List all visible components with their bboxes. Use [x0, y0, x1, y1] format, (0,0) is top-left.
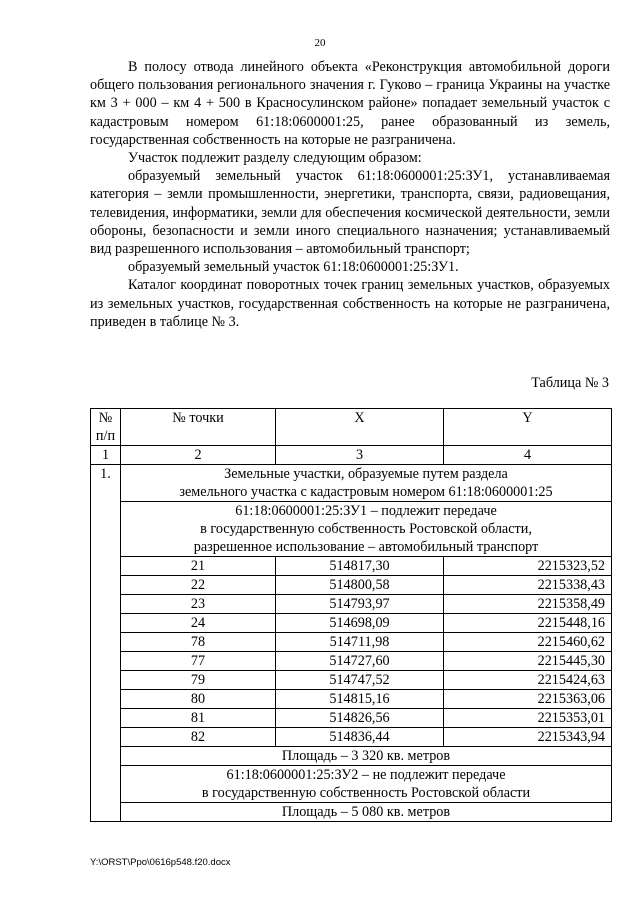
zu2-title — [121, 766, 612, 803]
y-cell: 2215323,52 — [444, 557, 612, 576]
paragraph: Участок подлежит разделу следующим образом: — [128, 150, 422, 167]
zu2-area: Площадь – 5 080 кв. метров — [121, 803, 612, 822]
y-cell: 2215460,62 — [444, 633, 612, 652]
column-number: 4 — [444, 446, 612, 465]
y-cell: 2215343,94 — [444, 728, 612, 747]
table-row — [91, 614, 612, 633]
x-cell: 514815,16 — [276, 690, 444, 709]
x-cell: 514800,58 — [276, 576, 444, 595]
table-row — [91, 633, 612, 652]
x-cell: 514698,09 — [276, 614, 444, 633]
row-number: 1. — [91, 465, 121, 822]
table-row — [91, 652, 612, 671]
y-cell: 2215358,49 — [444, 595, 612, 614]
point-cell: 23 — [121, 595, 276, 614]
column-number: 1 — [91, 446, 121, 465]
zu2-area-row — [91, 803, 612, 822]
group-title-line: Земельные участки, образуемые путем раздела — [224, 466, 508, 482]
table-row — [91, 595, 612, 614]
point-cell: 80 — [121, 690, 276, 709]
paragraph: Каталог координат поворотных точек границ земельных участков, образуемых из земельных участков, государственная собственность на которые не разграничена, приведен в таблице № 3. — [90, 277, 610, 330]
y-cell: 2215363,06 — [444, 690, 612, 709]
table-row — [91, 557, 612, 576]
table-row — [91, 671, 612, 690]
x-cell: 514747,52 — [276, 671, 444, 690]
page-number: 20 — [314, 37, 326, 49]
table-caption: Таблица № 3 — [531, 375, 609, 391]
header-cell: № точки — [121, 409, 276, 446]
x-cell: 514817,30 — [276, 557, 444, 576]
zu1-title-line: 61:18:0600001:25:ЗУ1 – подлежит передаче — [235, 503, 497, 519]
column-number: 3 — [276, 446, 444, 465]
table-row — [91, 576, 612, 595]
table-row — [91, 690, 612, 709]
zu1-title-line: в государственную собственность Ростовской области, — [200, 521, 532, 537]
y-cell: 2215353,01 — [444, 709, 612, 728]
y-cell: 2215424,63 — [444, 671, 612, 690]
point-cell: 78 — [121, 633, 276, 652]
x-cell: 514711,98 — [276, 633, 444, 652]
group-title — [121, 465, 612, 502]
point-cell: 77 — [121, 652, 276, 671]
header-cell: № п/п — [91, 409, 121, 446]
point-cell: 21 — [121, 557, 276, 576]
zu1-title — [121, 502, 612, 557]
y-cell: 2215448,16 — [444, 614, 612, 633]
point-cell: 22 — [121, 576, 276, 595]
table-row — [91, 709, 612, 728]
header-cell: X — [276, 409, 444, 446]
y-cell: 2215338,43 — [444, 576, 612, 595]
zu2-title-line: 61:18:0600001:25:ЗУ2 – не подлежит передаче — [226, 767, 506, 783]
zu2-title-line: в государственную собственность Ростовской области — [201, 785, 531, 801]
body-text — [90, 58, 610, 331]
header-row — [91, 409, 612, 446]
paragraph: В полосу отвода линейного объекта «Реконструкция автомобильной дороги общего пользования регионального значения г. Гуково – граница Украины на участке км 3 + 000 – км 4 + 500 в Красносулинском районе» попадает земельный участок с кадастровым номером 61:18:0600001:25, ранее образованный из земель, государственная собственность на которые не разграничена. — [90, 59, 610, 148]
column-number-row — [91, 446, 612, 465]
point-cell: 79 — [121, 671, 276, 690]
zu1-area: Площадь – 3 320 кв. метров — [121, 747, 612, 766]
coordinates-table — [90, 408, 612, 822]
group-title-row — [91, 465, 612, 502]
paragraph: образуемый земельный участок 61:18:0600001:25:ЗУ1. — [128, 259, 459, 276]
x-cell: 514727,60 — [276, 652, 444, 671]
x-cell: 514826,56 — [276, 709, 444, 728]
y-cell: 2215445,30 — [444, 652, 612, 671]
group-title-line: земельного участка с кадастровым номером 61:18:0600001:25 — [179, 484, 553, 500]
zu1-area-row — [91, 747, 612, 766]
zu2-title-row — [91, 766, 612, 803]
header-cell: Y — [444, 409, 612, 446]
point-cell: 24 — [121, 614, 276, 633]
table-row — [91, 728, 612, 747]
column-number: 2 — [121, 446, 276, 465]
x-cell: 514836,44 — [276, 728, 444, 747]
file-path-footer: Y:\ORST\Ppo\0616p548.f20.docx — [90, 857, 231, 868]
point-cell: 82 — [121, 728, 276, 747]
zu1-title-row — [91, 502, 612, 557]
x-cell: 514793,97 — [276, 595, 444, 614]
paragraph: образуемый земельный участок 61:18:0600001:25:ЗУ1, устанавливаемая категория – земли промышленности, энергетики, транспорта, связи, радиовещания, телевидения, информатики, земли для обеспечения космической деятельности, земли обороны, безопасности и земли иного специального назначения; устанавливаемый вид разрешенного использования – автомобильный транспорт; — [90, 168, 610, 258]
zu1-title-line: разрешенное использование – автомобильный транспорт — [193, 539, 539, 555]
point-cell: 81 — [121, 709, 276, 728]
